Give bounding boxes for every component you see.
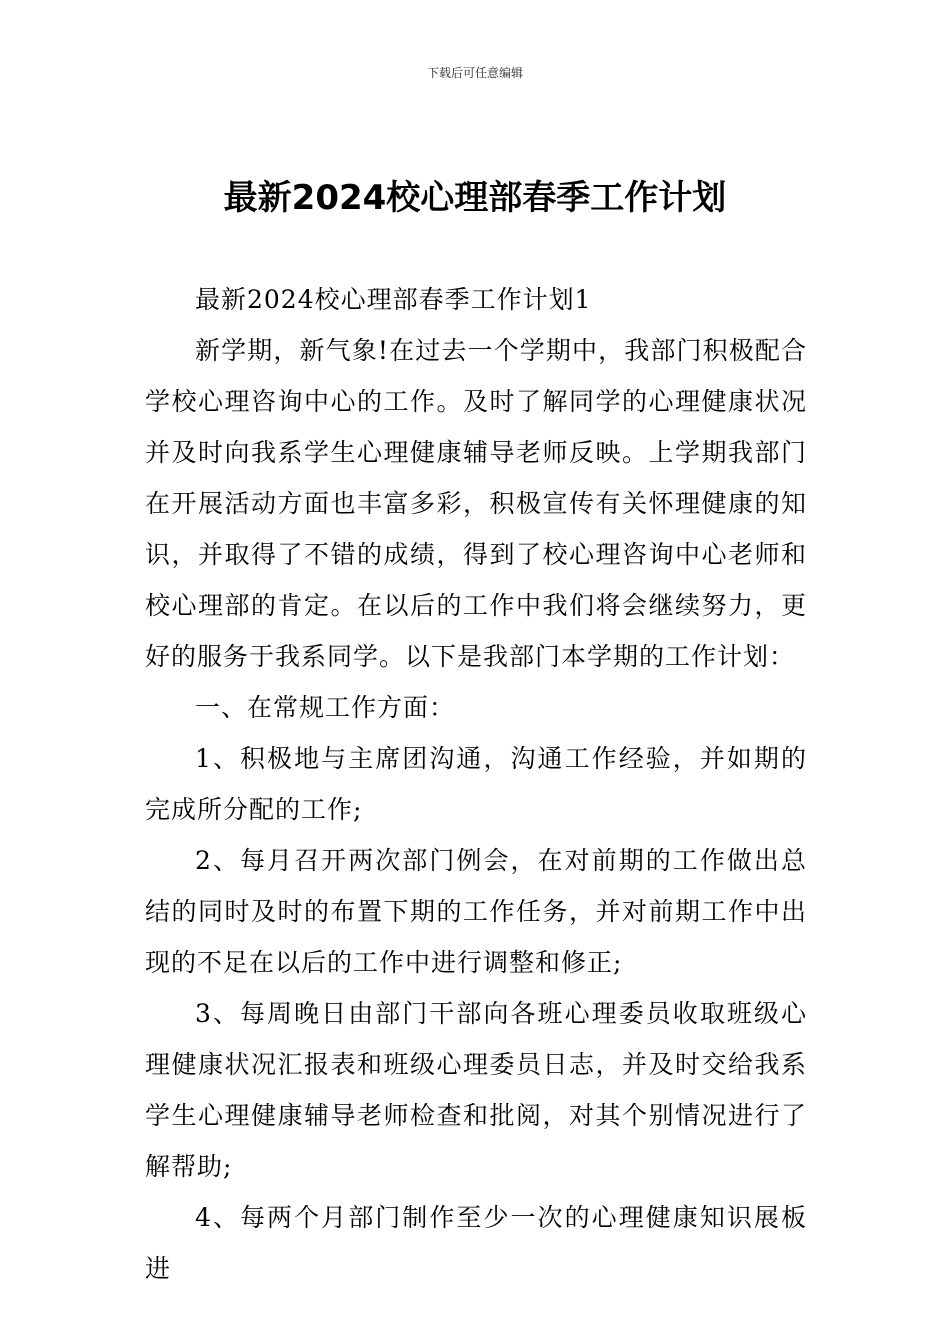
document-title: 最新2024校心理部春季工作计划 (223, 178, 727, 218)
list-item-3: 3、每周晚日由部门干部向各班心理委员收取班级心理健康状况汇报表和班级心理委员日志，并及时交给我系学生心理健康辅导老师检查和批阅，对其个别情况进行了解帮助; (145, 999, 807, 1181)
section-heading-routine-work: 一、在常规工作方面： (195, 693, 456, 722)
list-item-1: 1、积极地与主席团沟通，沟通工作经验，并如期的完成所分配的工作; (145, 744, 807, 824)
list-item-2: 2、每月召开两次部门例会，在对前期的工作做出总结的同时及时的布置下期的工作任务，并对前期工作中出现的不足在以后的工作中进行调整和修正; (145, 846, 807, 977)
page-header-note: 下载后可任意编辑 (426, 66, 523, 80)
list-item-4: 4、每两个月部门制作至少一次的心理健康知识展板进 (145, 1203, 807, 1283)
document-body (145, 274, 807, 1294)
paragraph-intro: 新学期，新气象!在过去一个学期中，我部门积极配合学校心理咨询中心的工作。及时了解同学的心理健康状况并及时向我系学生心理健康辅导老师反映。上学期我部门在开展活动方面也丰富多彩，积极宣传有关怀理健康的知识，并取得了不错的成绩，得到了校心理咨询中心老师和校心理部的肯定。在以后的工作中我们将会继续努力，更好的服务于我系同学。以下是我部门本学期的工作计划： (145, 336, 807, 671)
paragraph-subtitle: 最新2024校心理部春季工作计划1 (195, 285, 592, 314)
